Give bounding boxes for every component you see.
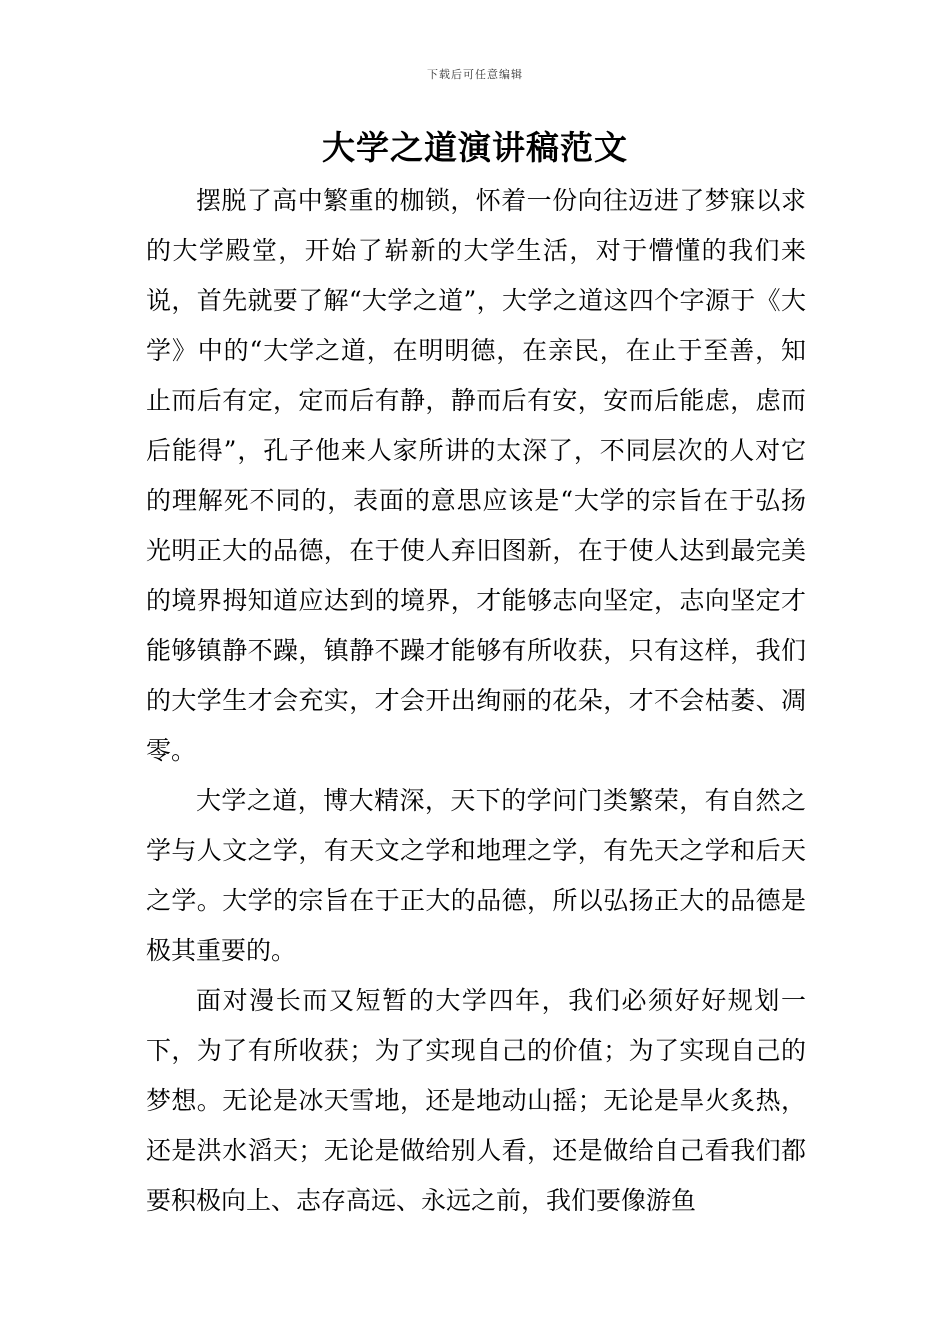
paragraph-2: 大学之道，博大精深，天下的学问门类繁荣，有自然之学与人文之学，有天文之学和地理之学，有先天之学和后天之学。大学的宗旨在于正大的品德，所以弘扬正大的品德是极其重要的。 <box>146 786 806 965</box>
paragraph-3: 面对漫长而又短暂的大学四年，我们必须好好规划一下，为了有所收获；为了实现自己的价值；为了实现自己的梦想。无论是冰天雪地，还是地动山摇；无论是旱火炙热，还是洪水滔天；无论是做给别人看，还是做给自己看我们都要积极向上、志存高远、永远之前，我们要像游鱼 <box>146 986 806 1215</box>
header-note: 下载后可任意编辑 <box>427 68 523 81</box>
paragraph-1: 摆脱了高中繁重的枷锁，怀着一份向往迈进了梦寐以求的大学殿堂，开始了崭新的大学生活，对于懵懂的我们来说，首先就要了解“大学之道”，大学之道这四个字源于《大学》中的“大学之道，在明明德，在亲民，在止于至善，知止而后有定，定而后有静，静而后有安，安而后能虑，虑而后能得”，孔子他来人家所讲的太深了，不同层次的人对它的理解死不同的，表面的意思应该是“大学的宗旨在于弘扬光明正大的品德，在于使人弃旧图新，在于使人达到最完美的境界拇知道应达到的境界，才能够志向坚定，志向坚定才能够镇静不躁，镇静不躁才能够有所收获，只有这样，我们的大学生才会充实，才会开出绚丽的花朵，才不会枯萎、凋零。 <box>146 186 806 765</box>
document-title: 大学之道演讲稿范文 <box>322 128 628 167</box>
document-body <box>146 176 806 1226</box>
